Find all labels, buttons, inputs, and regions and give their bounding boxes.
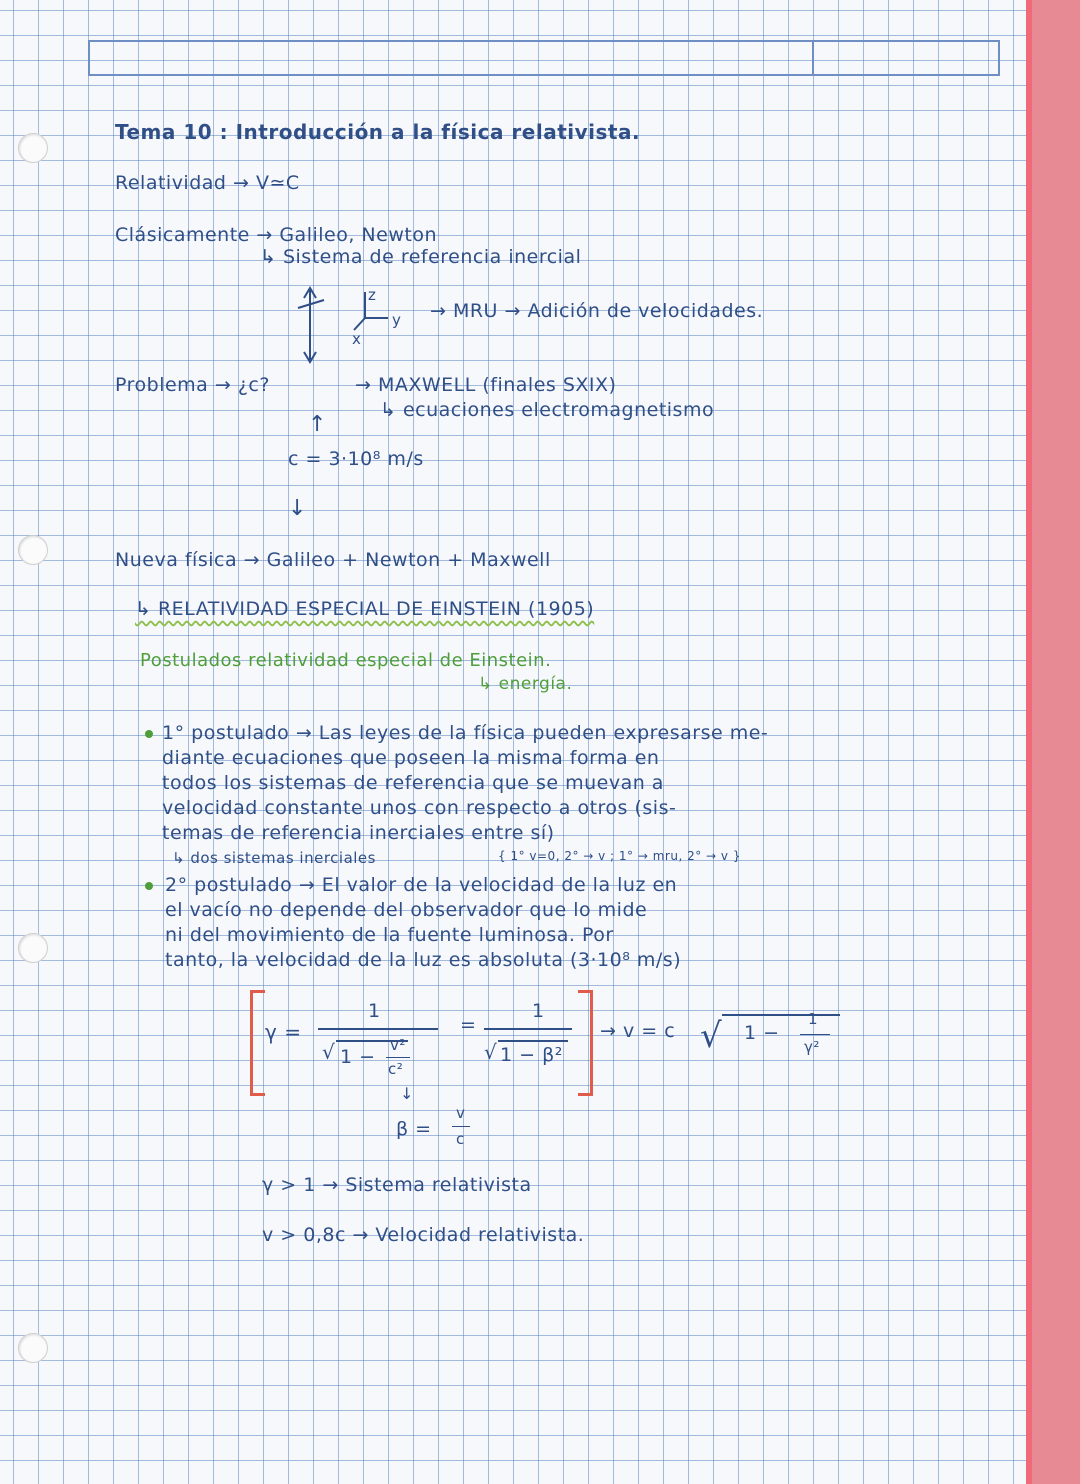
beta-fraction-line: [452, 1126, 470, 1127]
punch-hole: [18, 933, 48, 963]
equals-sign: =: [460, 1014, 477, 1036]
postulate1-cases: { 1° v=0, 2° → v ; 1° → mru, 2° → v }: [498, 849, 741, 863]
axis-y-label: y: [392, 311, 402, 329]
line-energia: ↳ energía.: [478, 674, 573, 694]
line-problema: Problema → ¿c?: [115, 374, 270, 396]
punch-hole: [18, 1333, 48, 1363]
postulate2-line3: ni del movimiento de la fuente luminosa. Por: [165, 924, 614, 946]
sqrt-3-sign: √: [700, 1016, 723, 1056]
postulate1-line4: velocidad constante unos con respecto a otros (sis-: [162, 797, 677, 819]
v-equals-c: → v = c: [600, 1020, 676, 1042]
condition-gamma: γ > 1 → Sistema relativista: [262, 1174, 532, 1196]
gamma-symbol: γ =: [265, 1020, 302, 1044]
v2-c2-line: [386, 1057, 410, 1058]
margin-band: [1032, 0, 1080, 1484]
line-maxwell: → MAXWELL (finales SXIX): [355, 374, 617, 396]
beta-v: v: [456, 1104, 466, 1122]
bullet-1: [145, 730, 153, 738]
fraction2-numerator: 1: [532, 1000, 545, 1022]
header-box: [88, 40, 1000, 76]
axes-sketch: [290, 280, 400, 370]
postulate1-line2: diante ecuaciones que poseen la misma forma en: [162, 747, 660, 769]
line-relatividad: Relatividad → V≃C: [115, 172, 300, 194]
formula-v-fraction-line: [800, 1034, 830, 1035]
beta-c: c: [456, 1130, 465, 1148]
postulate1-line3: todos los sistemas de referencia que se muevan a: [162, 772, 664, 794]
c-value: c = 3·10⁸ m/s: [288, 448, 424, 470]
v-squared: v²: [390, 1036, 406, 1054]
line-nueva: Nueva física → Galileo + Newton + Maxwell: [115, 549, 551, 571]
beta-equals: β =: [396, 1118, 432, 1140]
formula-bracket-right: [578, 990, 593, 1096]
line-relatividad-especial: ↳ RELATIVIDAD ESPECIAL DE EINSTEIN (1905): [135, 598, 595, 620]
line-postulados: Postulados relatividad especial de Einstein.: [140, 650, 552, 671]
postulate1-line6: ↳ dos sistemas inerciales: [172, 849, 376, 867]
down-arrow: ↓: [288, 496, 307, 521]
postulate2-line2: el vacío no depende del observador que lo mide: [165, 899, 648, 921]
axis-x-label: x: [352, 330, 362, 348]
formula-v-gamma2: γ²: [804, 1038, 820, 1056]
formula-bracket-left: [250, 990, 265, 1096]
line-sistema: ↳ Sistema de referencia inercial: [260, 246, 582, 268]
punch-hole: [18, 535, 48, 565]
line-clasicamente: Clásicamente → Galileo, Newton: [115, 224, 437, 246]
postulate2-line4: tanto, la velocidad de la luz es absoluta (3·10⁸ m/s): [165, 949, 682, 971]
sqrt-2-sign: √: [484, 1040, 498, 1064]
axis-z-label: z: [368, 286, 377, 304]
formula-v-one: 1: [808, 1010, 819, 1028]
condition-velocity: v > 0,8c → Velocidad relativista.: [262, 1224, 585, 1246]
header-divider: [812, 42, 814, 74]
postulate1-line5: temas de referencia inerciales entre sí): [162, 822, 555, 844]
formula-v-inner: 1 −: [744, 1022, 780, 1044]
fraction1-numerator: 1: [368, 1000, 381, 1022]
c-squared: c²: [388, 1060, 404, 1078]
sqrt-2: [498, 1040, 568, 1042]
line-ecuaciones: ↳ ecuaciones electromagnetismo: [380, 399, 715, 421]
bullet-2: [145, 882, 153, 890]
fraction1-denominator: 1 −: [340, 1046, 376, 1068]
postulate2-line1: 2° postulado → El valor de la velocidad de la luz en: [165, 874, 678, 896]
beta-arrow: ↓: [400, 1084, 414, 1103]
sqrt-1-sign: √: [322, 1040, 336, 1064]
fraction1-line: [318, 1028, 438, 1030]
sqrt-3: [722, 1014, 840, 1016]
punch-hole: [18, 133, 48, 163]
fraction2-denominator: 1 − β²: [500, 1044, 563, 1066]
page-title: Tema 10 : Introducción a la física relativista.: [115, 120, 641, 144]
up-arrow: ↑: [308, 412, 327, 437]
fraction2-line: [484, 1028, 572, 1030]
line-mru: → MRU → Adición de velocidades.: [430, 300, 764, 322]
postulate1-line1: 1° postulado → Las leyes de la física pueden expresarse me-: [162, 722, 769, 744]
